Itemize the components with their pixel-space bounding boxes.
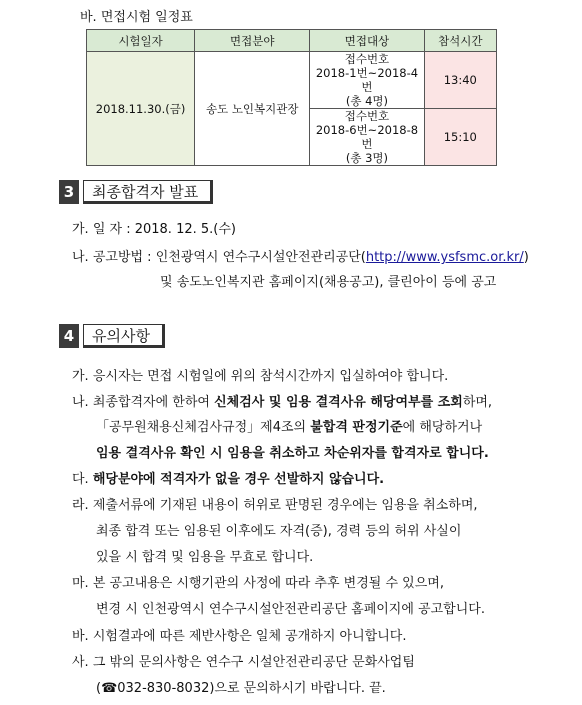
notice-ra-3: 있을 시 합격 및 임용을 무효로 합니다. xyxy=(96,550,314,565)
notice-da xyxy=(72,468,384,487)
announcement-method xyxy=(72,246,529,265)
notice-emphasis: 신체검사 및 임용 결격사유 해당여부를 조회 xyxy=(214,395,463,410)
section-title: 최종합격자 발표 xyxy=(83,180,213,204)
notice-emphasis: 해당분야에 적격자가 없을 경우 선발하지 않습니다. xyxy=(92,472,385,487)
header-date: 시험일자 xyxy=(87,30,195,52)
notice-ra-1: 라. 제출서류에 기재된 내용이 허위로 판명된 경우에는 임용을 취소하며, xyxy=(72,498,478,513)
method-close: ) xyxy=(523,250,529,265)
cell-target xyxy=(310,109,424,166)
section-title: 유의사항 xyxy=(83,324,165,348)
section-4-heading xyxy=(59,324,165,348)
schedule-heading: 바. 면접시험 일정표 xyxy=(80,10,193,25)
notice-ma-2: 변경 시 인천광역시 연수구시설안전관리공단 홈페이지에 공고합니다. xyxy=(96,602,485,617)
header-target: 면접대상 xyxy=(310,30,424,52)
notice-text: 하며, xyxy=(462,395,493,410)
section-number: 4 xyxy=(59,324,79,348)
notice-ma-1: 마. 본 공고내용은 시행기관의 사정에 따라 추후 변경될 수 있으며, xyxy=(72,576,444,591)
announcement-date: 가. 일 자 : 2018. 12. 5.(수) xyxy=(72,222,236,237)
notice-na-3: 임용 결격사유 확인 시 임용을 취소하고 차순위자를 합격자로 합니다. xyxy=(96,446,489,461)
target-range: 2018-6번~2018-8번 xyxy=(315,123,419,151)
cell-field: 송도 노인복지관장 xyxy=(195,52,310,166)
notice-na-1 xyxy=(72,391,492,410)
notice-text: 「공무원채용신체검사규정」제4조의 xyxy=(96,420,311,435)
notice-emphasis: 불합격 판정기준 xyxy=(310,420,403,435)
target-count: (총 4명) xyxy=(345,94,389,108)
section-number: 3 xyxy=(59,180,79,204)
header-time: 참석시간 xyxy=(424,30,496,52)
notice-sa-2: (☎032-830-8032)으로 문의하시기 바랍니다. 끝. xyxy=(96,681,386,696)
notice-ba: 바. 시험결과에 따른 제반사항은 일체 공개하지 아니합니다. xyxy=(72,629,407,644)
method-text: 나. 공고방법 : 인천광역시 연수구시설안전관리공단( xyxy=(72,250,366,265)
header-field: 면접분야 xyxy=(195,30,310,52)
notice-text: 에 해당하거나 xyxy=(402,420,483,435)
notice-ga: 가. 응시자는 면접 시험일에 위의 참석시간까지 입실하여야 합니다. xyxy=(72,369,449,384)
target-label: 접수번호 xyxy=(344,52,390,66)
notice-sa-1: 사. 그 밖의 문의사항은 연수구 시설안전관리공단 문화사업팀 xyxy=(72,655,415,670)
target-range: 2018-1번~2018-4번 xyxy=(315,66,419,94)
interview-schedule-table xyxy=(86,29,497,166)
notice-text: 다. xyxy=(72,472,93,487)
homepage-link[interactable]: http://www.ysfsmc.or.kr/ xyxy=(365,250,524,265)
table-row xyxy=(87,52,497,109)
cell-time: 13:40 xyxy=(424,52,496,109)
notice-na-2 xyxy=(96,416,482,435)
notice-text: 나. 최종합격자에 한하여 xyxy=(72,395,215,410)
announcement-method-cont: 및 송도노인복지관 홈페이지(채용공고), 클린아이 등에 공고 xyxy=(160,275,497,290)
table-header-row xyxy=(87,30,497,52)
cell-target xyxy=(310,52,424,109)
cell-date: 2018.11.30.(금) xyxy=(87,52,195,166)
target-count: (총 3명) xyxy=(345,151,389,165)
target-label: 접수번호 xyxy=(344,109,390,123)
cell-time: 15:10 xyxy=(424,109,496,166)
notice-ra-2: 최종 합격 또는 임용된 이후에도 자격(증), 경력 등의 허위 사실이 xyxy=(96,524,462,539)
section-3-heading xyxy=(59,180,213,204)
